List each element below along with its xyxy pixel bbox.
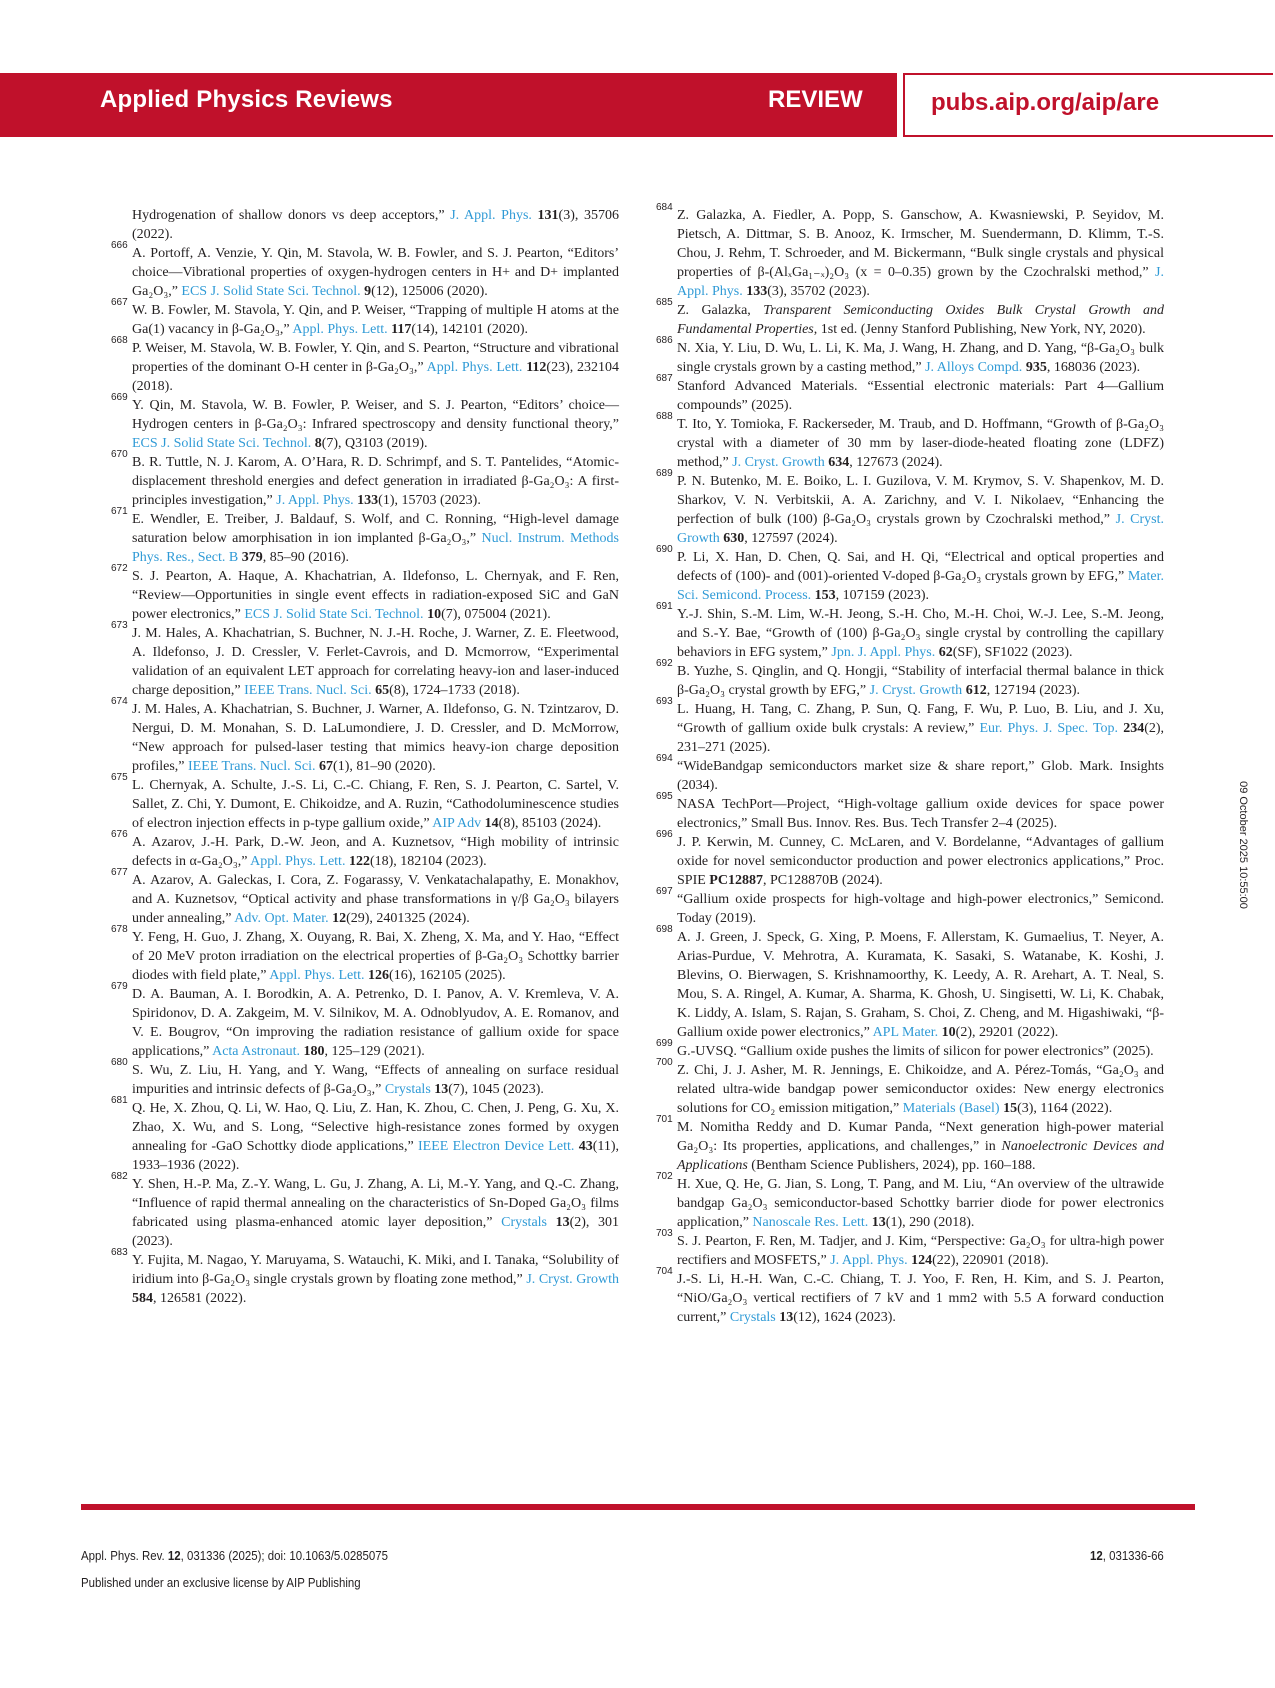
reference-text: (2), 231–271 (2025). [677,721,1165,755]
journal-link[interactable]: Nanoscale Res. Lett. [752,1215,869,1230]
reference-text: (23), 232104 (2018). [132,360,620,394]
reference-item [656,202,1164,301]
book-title: Transparent Semiconducting Oxides Bulk Crystal Growth and Fundamental Properties [677,303,1164,337]
reference-item [111,449,619,510]
volume-number: 379 [241,550,263,565]
journal-header-band [0,73,897,137]
journal-link[interactable]: IEEE Trans. Nucl. Sci. [244,683,372,698]
reference-text: W. B. Fowler, M. Stavola, Y. Qin, and P. Weiser, “Trapping of multiple H atoms at the Ga(1) vacancy in β-Ga₂O₃,” [132,303,619,337]
reference-text: J. M. Hales, A. Khachatrian, S. Buchner, J. Warner, A. Ildefonso, G. N. Tzintzarov, D. Nergui, D. M. Monahan, S. D. LaLumondiere, J. D. Cressler, and D. McMorrow, “New approach for pulsed-laser testing that mimics heavy-ion charge deposition profiles,” [132,702,619,774]
reference-item [111,1057,619,1099]
reference-number: 698 [656,924,673,935]
reference-text: (14), 142101 (2020). [411,322,528,337]
volume-number: 13 [871,1215,886,1230]
reference-text: , 127194 (2023). [986,683,1081,698]
journal-link[interactable]: Adv. Opt. Mater. [234,911,329,926]
reference-item [656,1057,1164,1118]
reference-item [656,544,1164,605]
reference-text: Hydrogenation of shallow donors vs deep acceptors,” [132,208,451,223]
reference-text: (3), 35702 (2023). [767,284,870,299]
reference-number: 671 [111,506,128,517]
reference-text: L. Chernyak, A. Schulte, J.-S. Li, C.-C. Chiang, F. Ren, S. J. Pearton, C. Sartel, V. Sallet, Z. Chi, Y. Dumont, E. Chikoidze, and A. Ruzin, “Cathodoluminescence studies of electron injection effects in p-type gallium oxide,” [132,778,619,831]
references-left-column [111,206,620,1308]
reference-item [656,753,1164,795]
volume-number: 153 [814,588,836,603]
reference-text: D. A. Bauman, A. I. Borodkin, A. A. Petrenko, D. I. Panov, A. V. Kremleva, V. A. Spiridonov, D. A. Zakgeim, M. V. Silnikov, M. A. Odnoblyudov, A. E. Romanov, and V. E. Bougrov, “On improving the radiation resistance of gallium oxide for space applications,” [132,987,619,1059]
reference-text: (SF), SF1022 (2023). [952,645,1073,660]
reference-number: 676 [111,829,128,840]
reference-text: J.-S. Li, H.-H. Wan, C.-C. Chiang, T. J. Yoo, F. Ren, H. Kim, and S. J. Pearton, “NiO/Ga₂O₃ vertical rectifiers of 7 kV and 1 mm2 with 5.5 A forward conduction current,” [677,1272,1164,1325]
journal-link[interactable]: J. Cryst. Growth [732,455,825,470]
volume-number: 10 [941,1025,956,1040]
reference-item [656,696,1165,757]
reference-number: 701 [656,1114,673,1125]
reference-number: 684 [656,202,673,213]
reference-text: (7), 1045 (2023). [448,1082,544,1097]
reference-number: 677 [111,867,128,878]
reference-text: (3), 1164 (2022). [1017,1101,1113,1116]
journal-link[interactable]: Materials (Basel) [902,1101,1000,1116]
reference-text: L. Huang, H. Tang, C. Zhang, P. Sun, Q. Fang, F. Wu, P. Luo, B. Liu, and J. Xu, “Growth of gallium oxide bulk crystals: A review,” [677,702,1164,736]
reference-item [656,373,1164,415]
references-right-column [656,202,1165,1327]
reference-number: 690 [656,544,673,555]
reference-item [656,411,1164,472]
reference-item [656,1114,1164,1175]
reference-number: 666 [111,240,128,251]
reference-text: Y. Shen, H.-P. Ma, Z.-Y. Wang, L. Gu, J. Zhang, A. Li, M.-Y. Yang, and Q.-C. Zhang, “Influence of rapid thermal annealing on the characteristics of Sn-Doped Ga₂O₃ films fabricated using plasma-enhanced atomic layer deposition,” [132,1177,619,1230]
reference-text: (Bentham Science Publishers, 2024), pp. 160–188. [747,1158,1036,1173]
reference-text: , 168036 (2023). [1046,360,1141,375]
reference-text: (11), 1933–1936 (2022). [132,1139,619,1173]
reference-item [111,981,619,1061]
reference-text: (8), 1724–1733 (2018). [389,683,520,698]
reference-text: , 127597 (2024). [744,531,838,546]
volume-number: 14 [484,816,499,831]
reference-text: N. Xia, Y. Liu, D. Wu, L. Li, K. Ma, J. Wang, H. Zhang, and D. Yang, “β-Ga₂O₃ bulk single crystals grown by a casting method,” [677,341,1164,375]
reference-item [111,924,619,985]
journal-link[interactable]: J. Cryst. Growth [869,683,963,698]
reference-item [656,335,1164,377]
journal-link[interactable]: IEEE Electron Device Lett. [417,1139,575,1154]
reference-number: 687 [656,373,673,384]
reference-text: S. Wu, Z. Liu, H. Yang, and Y. Wang, “Effects of annealing on surface residual impurities and intrinsic defects of β-Ga₂O₃,” [132,1063,619,1097]
reference-number: 680 [111,1057,128,1068]
volume-number: 126 [368,968,390,983]
reference-text: B. Yuzhe, S. Qinglin, and Q. Hongji, “Stability of interfacial thermal balance in thick β-Ga₂O₃ crystal growth by EFG,” [677,664,1164,698]
reference-text [547,1215,556,1230]
journal-link[interactable]: Acta Astronaut. [212,1044,300,1059]
volume-number: 15 [1003,1101,1018,1116]
volume-number: PC12887 [709,873,763,888]
reference-number: 692 [656,658,673,669]
volume-number: 43 [578,1139,593,1154]
reference-text: J. M. Hales, A. Khachatrian, S. Buchner, N. J.-H. Roche, J. Warner, Z. E. Fleetwood, A. Ildefonso, J. D. Cressler, V. Ferlet-Cavrois, and D. Mcmorrow, “Experimental validation of an equivalent LET approach for correlating heavy-ion and laser-induced charge deposition,” [132,626,619,698]
reference-item [656,1038,1164,1061]
reference-item [656,601,1164,662]
reference-text: P. N. Butenko, M. E. Boiko, L. I. Guzilova, V. M. Krymov, S. V. Shapenkov, M. D. Sharkov, V. N. Verbitskii, A. A. Zarichny, and V. I. Nikolaev, “Enhancing the perfection of bulk (100) β-Ga₂O₃ crystals grown by Czochralski method,” [677,474,1164,527]
reference-item [111,1247,620,1308]
section-label: REVIEW [768,86,863,113]
reference-text: Z. Chi, J. J. Asher, M. R. Jennings, E. Chikoidze, and A. Pérez-Tomás, “Ga₂O₃ and related ultra-wide bandgap power semiconductor oxides: New energy electronics solutions for CO₂ emission mitigation,” [677,1063,1164,1116]
volume-number: 65 [375,683,390,698]
reference-item [111,1171,620,1251]
reference-number: 667 [111,297,128,308]
reference-item [656,1228,1164,1270]
volume-number: 630 [723,531,745,546]
volume-number: 131 [537,208,559,223]
reference-text: S. J. Pearton, A. Haque, A. Khachatrian, A. Ildefonso, L. Chernyak, and F. Ren, “Review—Opportunities in single event effects in radiation-exposed SiC and GaN power electronics,” [132,569,619,622]
journal-link[interactable]: AIP Adv [432,816,482,831]
reference-number: 688 [656,411,673,422]
volume-number: 67 [319,759,334,774]
reference-item [656,829,1164,890]
reference-number: 681 [111,1095,128,1106]
reference-item [111,620,619,700]
reference-item [111,563,619,624]
volume-number: 612 [965,683,987,698]
reference-item [656,1171,1164,1232]
reference-text: (1), 81–90 (2020). [333,759,436,774]
reference-text: (1), 15703 (2023). [378,493,481,508]
reference-text: , 125–129 (2021). [324,1044,425,1059]
journal-link[interactable]: Crystals [501,1215,547,1230]
footer-license: Published under an exclusive license by AIP Publishing [81,1575,361,1590]
reference-item [656,886,1164,928]
reference-text: , 107159 (2023). [835,588,929,603]
reference-text: (29), 2401325 (2024). [346,911,470,926]
reference-text: , 85–90 (2016). [262,550,350,565]
reference-number: 678 [111,924,128,935]
book-title: Nanoelectronic Devices and Applications [677,1139,1164,1173]
reference-text: NASA TechPort—Project, “High-voltage gallium oxide devices for space power electronics,” Small Bus. Innov. Res. Bus. Tech Transfer 2–4 (2025). [677,797,1164,831]
reference-item [656,791,1164,833]
reference-number: 675 [111,772,128,783]
reference-text: M. Nomitha Reddy and D. Kumar Panda, “Next generation high-power material Ga₂O₃: Its properties, applications, and challenges,” in [677,1120,1164,1154]
journal-link[interactable]: Eur. Phys. J. Spec. Top. [979,721,1119,736]
reference-text: A. J. Green, J. Speck, G. Xing, P. Moens, F. Allerstam, K. Gumaelius, T. Neyer, A. Arias-Purdue, V. Mehrotra, A. Kuramata, K. Sasaki, S. Watanabe, K. Koshi, J. Blevins, O. Bierwagen, S. Krishnamoorthy, K. Leedy, A. R. Arehart, A. T. Neal, S. Mou, S. A. Ringel, A. Kumar, A. Sharma, K. Ghosh, U. Singisetti, W. Li, K. Chabak, K. Liddy, A. Islam, S. Rajan, S. Graham, S. Choi, Z. Cheng, and M. Higashiwaki, “β-Gallium oxide power electronics,” [677,930,1164,1040]
reference-number: 685 [656,297,673,308]
reference-item [132,206,619,244]
reference-text: “WideBandgap semiconductors market size & share report,” Glob. Mark. Insights (2034). [677,759,1164,793]
reference-text: A. Azarov, J.-H. Park, D.-W. Jeon, and A. Kuznetsov, “High mobility of intrinsic defects in α-Ga₂O₃,” [132,835,619,869]
volume-number: 234 [1123,721,1145,736]
volume-number: 9 [364,284,372,299]
journal-link[interactable]: IEEE Trans. Nucl. Sci. [187,759,316,774]
reference-text: Y. Feng, H. Guo, J. Zhang, X. Ouyang, R. Bai, X. Zheng, X. Ma, and Y. Hao, “Effect of 20 MeV proton irradiation on the electrical properties of β-Ga₂O₃ Schottky barrier diodes with field plate,” [132,930,619,983]
reference-number: 696 [656,829,673,840]
reference-text: E. Wendler, E. Treiber, J. Baldauf, S. Wolf, and C. Ronning, “High-level damage saturation below amorphisation in ion implanted β-Ga₂O₃,” [132,512,619,546]
reference-number: 668 [111,335,128,346]
reference-number: 670 [111,449,128,460]
reference-item [656,297,1164,339]
volume-number: 112 [526,360,547,375]
reference-text: (2), 29201 (2022). [955,1025,1059,1040]
footer-page-number [1090,1548,1164,1563]
journal-title: Applied Physics Reviews [100,86,393,113]
reference-text: Y.-J. Shin, S.-M. Lim, W.-H. Jeong, S.-H. Cho, M.-H. Choi, W.-J. Lee, S.-M. Jeong, and S.-Y. Bae, “Growth of (100) β-Ga₂O₃ single crystal by controlling the capillary behaviors in EFG system,” [677,607,1164,660]
reference-text: “Gallium oxide prospects for high-voltage and high-power electronics,” Semicond. Today (2019). [677,892,1164,926]
reference-text: , 126581 (2022). [153,1291,247,1306]
reference-text: , PC128870B (2024). [762,873,883,888]
reference-text: S. J. Pearton, F. Ren, M. Tadjer, and J. Kim, “Perspective: Ga₂O₃ for ultra-high power rectifiers and MOSFETS,” [677,1234,1164,1268]
journal-link[interactable]: ECS J. Solid State Sci. Technol. [244,607,424,622]
volume-number: 133 [746,284,768,299]
reference-text: (12), 1624 (2023). [793,1310,896,1325]
download-timestamp: 09 October 2025 10:55:00 [1237,781,1249,909]
footer-citation [81,1548,388,1563]
reference-text: (18), 182104 (2023). [369,854,487,869]
reference-text: (7), Q3103 (2019). [321,436,428,451]
journal-url-box [903,73,1273,137]
reference-text: (7), 075004 (2021). [441,607,551,622]
reference-number: 672 [111,563,128,574]
volume-number: 133 [357,493,379,508]
reference-item [111,335,620,396]
journal-link[interactable]: Mater. Sci. Semicond. Process. [677,569,1164,603]
footer-rule [81,1504,1195,1510]
reference-text: (8), 85103 (2024). [498,816,602,831]
journal-link[interactable]: J. Cryst. Growth [526,1272,620,1287]
reference-item [111,240,619,301]
reference-text: T. Ito, Y. Tomioka, F. Rackerseder, M. Traub, and D. Hoffmann, “Growth of β-Ga₂O₃ crystal with a diameter of 30 mm by laser-diode-heated floating zone (LDFZ) method,” [677,417,1164,470]
journal-url-link[interactable]: pubs.aip.org/aip/are [931,89,1160,116]
journal-link[interactable]: J. Cryst. Growth [677,512,1165,546]
reference-number: 702 [656,1171,673,1182]
reference-text: (12), 125006 (2020). [371,284,488,299]
volume-number: 584 [132,1291,153,1306]
journal-link[interactable]: Appl. Phys. Lett. [426,360,523,375]
volume-number: 180 [303,1044,325,1059]
reference-number: 695 [656,791,673,802]
journal-link[interactable]: J. Appl. Phys. [830,1253,908,1268]
citation-prefix: Appl. Phys. Rev. [81,1548,168,1563]
reference-item [111,1095,619,1175]
reference-number: 679 [111,981,128,992]
reference-text: J. P. Kerwin, M. Cunney, C. McLaren, and V. Bordelanne, “Advantages of gallium oxide for novel semiconductor production and power electronics applications,” Proc. SPIE [677,835,1164,888]
reference-text: , 1st ed. (Jenny Stanford Publishing, New York, NY, 2020). [813,322,1146,337]
reference-item [111,772,619,833]
reference-number: 689 [656,468,673,479]
citation-volume: 12 [167,1548,181,1563]
journal-link[interactable]: Appl. Phys. Lett. [292,322,388,337]
reference-text: Stanford Advanced Materials. “Essential electronic materials: Part 4—Gallium compounds” (2025). [677,379,1164,413]
journal-link[interactable]: Crystals [384,1082,431,1097]
reference-number: 699 [656,1038,673,1049]
reference-text: A. Azarov, A. Galeckas, I. Cora, Z. Fogarassy, V. Venkatachalapathy, E. Monakhov, and A. Kuznetsov, “Optical activity and phase transformations in γ/β Ga₂O₃ bilayers under annealing,” [132,873,619,926]
reference-text: P. Li, X. Han, D. Chen, Q. Sai, and H. Qi, “Electrical and optical properties and defects of (100)- and (001)-oriented V-doped β-Ga₂O₃ crystals grown by EFG,” [677,550,1164,584]
volume-number: 13 [779,1310,794,1325]
reference-number: 673 [111,620,128,631]
reference-text: Y. Qin, M. Stavola, W. B. Fowler, P. Weiser, and S. J. Pearton, “Editors’ choice—Hydrogen centers in β-Ga₂O₃: Infrared spectroscopy and density functional theory,” [132,398,619,432]
reference-number: 682 [111,1171,128,1182]
reference-text: (1), 290 (2018). [885,1215,975,1230]
reference-item [656,1266,1164,1327]
reference-text: Q. He, X. Zhou, Q. Li, W. Hao, Q. Liu, Z. Han, K. Zhou, C. Chen, J. Peng, G. Xu, X. Zhao, X. Wu, and S. Long, “Selective high-resistance zones formed by oxygen annealing for -GaO Schottky diode applications,” [132,1101,619,1154]
reference-item [111,506,620,567]
reference-text: G.-UVSQ. “Gallium oxide pushes the limits of silicon for power electronics” (2025). [677,1044,1154,1059]
reference-text: A. Portoff, A. Venzie, Y. Qin, M. Stavola, W. B. Fowler, and S. J. Pearton, “Editors’ choice—Vibrational properties of oxygen-hydrogen centers in H+ and D+ implanted Ga₂O₃,” [132,246,619,299]
reference-number: 683 [111,1247,128,1258]
reference-item [656,468,1165,548]
journal-link[interactable]: ECS J. Solid State Sci. Technol. [181,284,361,299]
journal-link[interactable]: Crystals [729,1310,776,1325]
volume-number: 13 [434,1082,449,1097]
reference-text: (3), 35706 (2022). [132,208,620,242]
reference-item [111,392,619,453]
reference-text: Z. Galazka, [677,303,764,318]
journal-link[interactable]: Jpn. J. Appl. Phys. [831,645,936,660]
reference-number: 703 [656,1228,673,1239]
reference-item [656,658,1164,700]
reference-number: 694 [656,753,673,764]
reference-text: Y. Fujita, M. Nagao, Y. Maruyama, S. Watauchi, K. Miki, and I. Tanaka, “Solubility of iridium into β-Ga₂O₃ single crystals grown by floating zone method,” [132,1253,619,1287]
reference-number: 693 [656,696,673,707]
volume-number: 10 [427,607,442,622]
reference-number: 686 [656,335,673,346]
reference-text: (2), 301 (2023). [132,1215,620,1249]
reference-number: 704 [656,1266,673,1277]
volume-number: 12 [332,911,347,926]
page-number: , 031336-66 [1102,1548,1164,1563]
reference-item [111,696,619,776]
reference-item [111,867,619,928]
volume-number: 62 [938,645,953,660]
reference-number: 669 [111,392,128,403]
reference-text: (16), 162105 (2025). [389,968,506,983]
volume-number: 935 [1025,360,1047,375]
volume-number: 8 [314,436,322,451]
volume-number: 117 [391,322,412,337]
journal-link[interactable]: ECS J. Solid State Sci. Technol. [132,436,312,451]
journal-link[interactable]: J. Appl. Phys. [276,493,354,508]
reference-item [111,297,619,339]
volume-number: 122 [348,854,370,869]
reference-text: H. Xue, Q. He, G. Jian, S. Long, T. Pang, and M. Liu, “An overview of the ultrawide bandgap Ga₂O₃ semiconductor-based Schottky barrier diode for power electronics application,” [677,1177,1164,1230]
volume-number: 634 [828,455,850,470]
reference-item [656,924,1164,1042]
reference-text: (22), 220901 (2018). [932,1253,1049,1268]
reference-text: , 127673 (2024). [849,455,943,470]
journal-link[interactable]: J. Appl. Phys. [677,265,1164,299]
journal-link[interactable]: Appl. Phys. Lett. [269,968,365,983]
volume-number: 124 [911,1253,933,1268]
volume-number: 13 [555,1215,570,1230]
reference-number: 700 [656,1057,673,1068]
journal-link[interactable]: J. Alloys Compd. [925,360,1023,375]
journal-link[interactable]: J. Appl. Phys. [450,208,532,223]
citation-doi: , 031336 (2025); doi: 10.1063/5.0285075 [180,1548,389,1563]
reference-text: B. R. Tuttle, N. J. Karom, A. O’Hara, R. D. Schrimpf, and S. T. Pantelides, “Atomic-displacement threshold energies and defect generation in irradiated β-Ga₂O₃: A first-principles investigation,” [132,455,619,508]
reference-text: Z. Galazka, A. Fiedler, A. Popp, S. Ganschow, A. Kwasniewski, P. Seyidov, M. Pietsch, A. Dittmar, S. B. Anooz, K. Irmscher, M. Suendermann, D. Klimm, T.-S. Chou, J. Rehm, T. Schroeder, and M. Bickermann, “Bulk single crystals and physical properties of β-(AlₓGa₁₋ₓ)₂O₃ (x = 0–0.35) grown by the Czochralski method,” [677,208,1164,280]
reference-number: 697 [656,886,673,897]
journal-link[interactable]: Nucl. Instrum. Methods Phys. Res., Sect. B [132,531,620,565]
reference-number: 691 [656,601,673,612]
reference-number: 674 [111,696,128,707]
reference-text: P. Weiser, M. Stavola, W. B. Fowler, Y. Qin, and S. Pearton, “Structure and vibrational properties of the dominant O-H center in β-Ga₂O₃,” [132,341,619,375]
journal-link[interactable]: APL Mater. [872,1025,939,1040]
journal-link[interactable]: Appl. Phys. Lett. [250,854,346,869]
reference-item [111,829,619,871]
page-volume: 12 [1090,1548,1103,1563]
